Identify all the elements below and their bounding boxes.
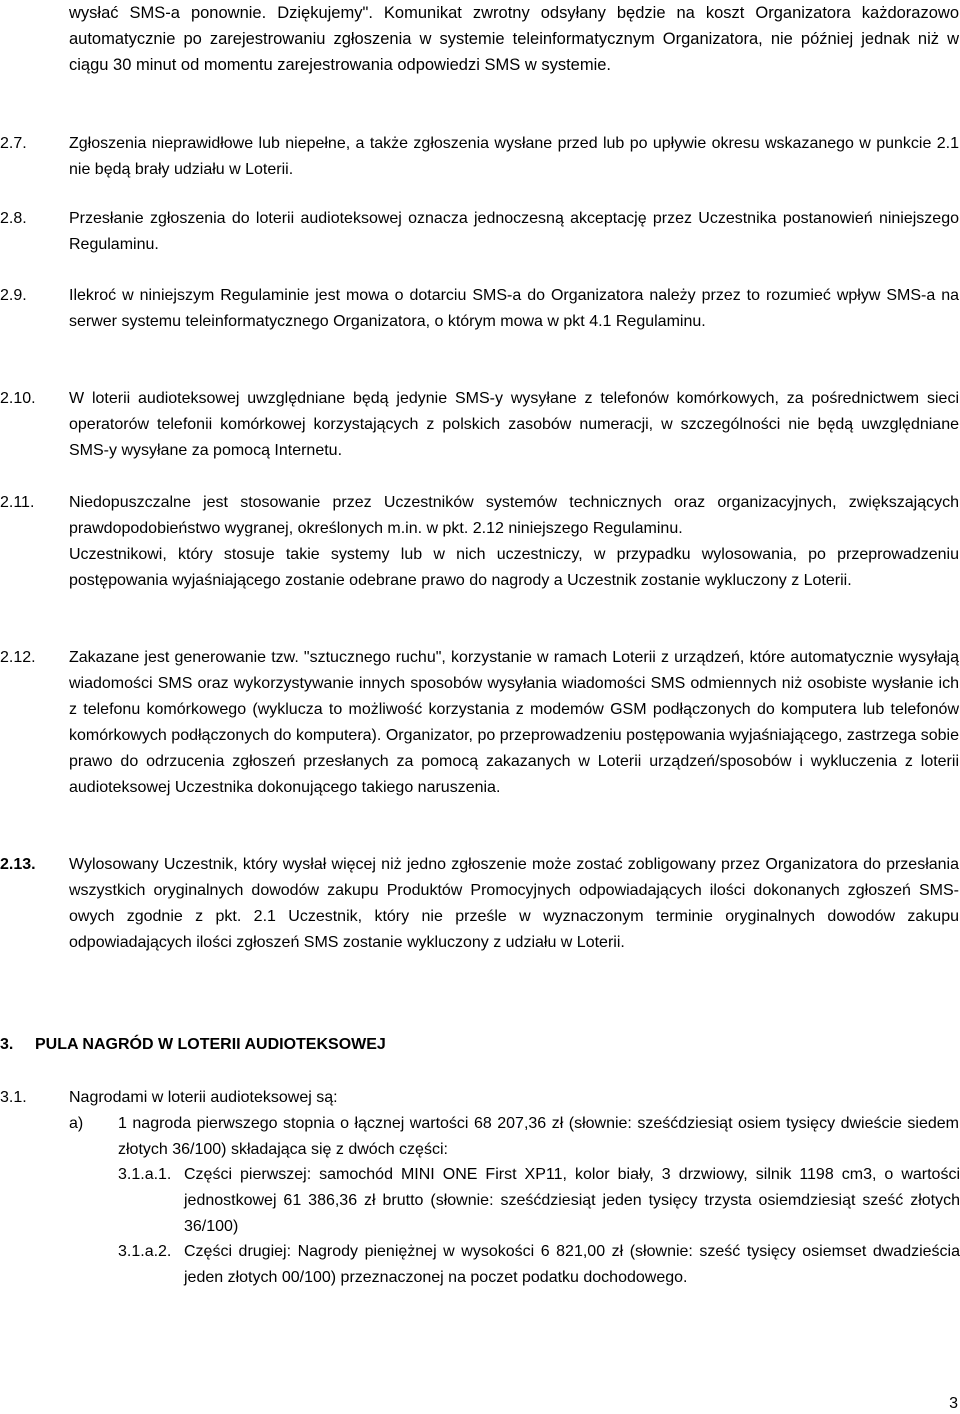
chapter-heading [0, 1032, 386, 1058]
section-number: 2.10. [0, 390, 36, 407]
section-text: Niedopuszczalne jest stosowanie przez Uczestników systemów technicznych oraz organizacyjnych, zwiększających prawdopodobieństwo wygranej, określonych m.in. w pkt. 2.12 niniejszego Regulaminu. [69, 494, 959, 537]
intro-paragraph: wysłać SMS-a ponownie. Dziękujemy". Komunikat zwrotny odsyłany będzie na koszt Organizatora każdorazowo automatycznie po zarejestrowaniu zgłoszenia w systemie teleinformatycznym Organizatora, nie później jednak niż w ciągu 30 minut od momentu zarejestrowania odpowiedzi SMS w systemie. [69, 4, 959, 74]
section-number: 2.12. [0, 649, 36, 666]
section-2-9 [0, 283, 960, 335]
section-2-11 [0, 490, 960, 594]
section-text: Przesłanie zgłoszenia do loterii audioteksowej oznacza jednoczesną akceptację przez Uczestnika postanowień niniejszego Regulaminu. [69, 210, 959, 253]
subitem-3-1-a-1 [118, 1162, 960, 1240]
subitem-3-1-a-2 [118, 1239, 960, 1291]
section-text: Wylosowany Uczestnik, który wysłał więcej niż jedno zgłoszenie może zostać zobligowany przez Organizatora do przesłania wszystkich oryginalnych dowodów zakupu Produktów Promocyjnych odpowiadających ilości dokonanych zgłoszeń SMS-owych zgodnie z pkt. 2.1 Uczestnik, który nie prześle w wyznaczonym terminie oryginalnych dowodów zakupu odpowiadających ilości zgłoszeń SMS zostanie wykluczony z udziału w Loterii. [69, 856, 959, 951]
subitem-label: 3.1.a.2. [118, 1243, 172, 1260]
section-number: 3.1. [0, 1089, 27, 1106]
page-number: 3 [949, 1395, 958, 1412]
section-2-12 [0, 645, 960, 801]
section-2-8 [0, 206, 960, 258]
section-2-13 [0, 852, 960, 956]
section-text: Zakazane jest generowanie tzw. "sztucznego ruchu", korzystanie w ramach Loterii z urządzeń, które automatycznie wysyłają wiadomości SMS oraz wykorzystywanie innych sposobów wysyłania wiadomości SMS odmiennych niż osobiste wysłanie ich z telefonu komórkowego (wyklucza to możliwość korzystania z modemów GSM podłączonych do komputera lub telefonów komórkowych podłączonych do komputera). Organizator, po przeprowadzeniu postępowania wyjaśniającego, zastrzega sobie prawo do odrzucenia zgłoszeń przesłanych za pomocą zakazanych w Loterii urządzeń/sposobów i wykluczenia z loterii audioteksowej Uczestnika dokonującego takiego naruszenia. [69, 649, 959, 796]
section-number: 2.11. [0, 494, 35, 511]
section-text: Ilekroć w niniejszym Regulaminie jest mowa o dotarciu SMS-a do Organizatora należy przez to rozumieć wpływ SMS-a na serwer systemu teleinformatycznego Organizatora, o którym mowa w pkt 4.1 Regulaminu. [69, 287, 959, 330]
section-number: 2.8. [0, 210, 27, 227]
item-text: 1 nagroda pierwszego stopnia o łącznej wartości 68 207,36 zł (słownie: sześćdziesiąt osiem tysięcy dwieście siedem złotych 36/100) składająca się z dwóch części: [118, 1115, 959, 1158]
section-number: 2.7. [0, 135, 27, 152]
prize-item-a [69, 1111, 959, 1163]
subitem-text: Części drugiej: Nagrody pieniężnej w wysokości 6 821,00 zł (słownie: sześć tysięcy osiemset dwadzieścia jeden złotych 00/100) przeznaczonej na poczet podatku dochodowego. [184, 1243, 960, 1286]
chapter-number: 3. [0, 1036, 14, 1053]
section-2-7 [0, 131, 960, 183]
subitem-label: 3.1.a.1. [118, 1166, 172, 1183]
section-text: W loterii audioteksowej uwzględniane będą jedynie SMS-y wysyłane z telefonów komórkowych, za pośrednictwem sieci operatorów telefonii komórkowej korzystających z polskich zasobów numeracji, w szczególności nie będą uwzględniane SMS-y wysyłane za pomocą Internetu. [69, 390, 959, 459]
subitem-text: Części pierwszej: samochód MINI ONE First XP11, kolor biały, 3 drzwiowy, silnik 1198 cm3, o wartości jednostkowej 61 386,36 zł brutto (słownie: sześćdziesiąt jeden tysięcy trzysta osiemdziesiąt sześć złotych 36/100) [184, 1166, 960, 1235]
section-number: 2.9. [0, 287, 27, 304]
chapter-title: PULA NAGRÓD W LOTERII AUDIOTEKSOWEJ [35, 1036, 386, 1053]
section-number: 2.13. [0, 856, 36, 873]
section-text: Zgłoszenia nieprawidłowe lub niepełne, a także zgłoszenia wysłane przed lub po upływie okresu wskazanego w punkcie 2.1 nie będą brały udziału w Loterii. [69, 135, 959, 178]
section-2-10 [0, 386, 960, 464]
section-text: Uczestnikowi, który stosuje takie systemy lub w nich uczestniczy, w przypadku wylosowania, po przeprowadzeniu postępowania wyjaśniającego zostanie odebrane prawo do nagrody a Uczestnik zostanie wykluczony z Loterii. [69, 546, 959, 589]
section-text: Nagrodami w loterii audioteksowej są: [69, 1089, 338, 1106]
section-3-1 [0, 1085, 960, 1111]
item-label: a) [69, 1115, 84, 1132]
